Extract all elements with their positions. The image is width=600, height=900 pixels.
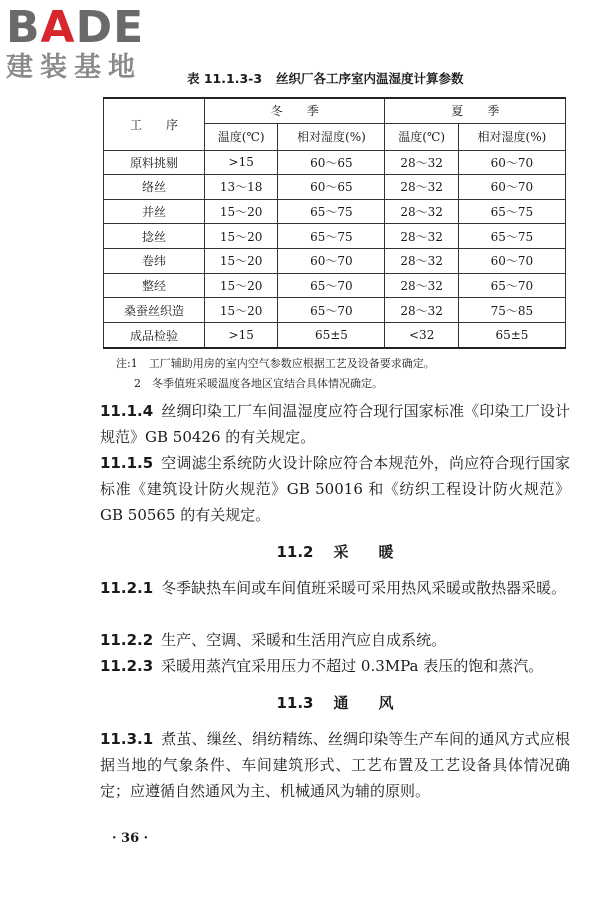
- table-row: [104, 175, 566, 200]
- clause-text: 丝绸印染工厂车间温湿度应符合现行国家标准《印染工厂设计规范》GB 50426 的有关规定。: [100, 402, 570, 446]
- table-number: 表 11.1.3-3: [187, 71, 263, 86]
- clause-number: 11.2.1: [100, 579, 154, 597]
- header-summer-humidity: 相对湿度(%): [458, 123, 565, 150]
- note-1: 注:1 工厂辅助用房的室内空气参数应根据工艺及设备要求确定。: [116, 357, 435, 370]
- cell: 28～32: [385, 199, 458, 224]
- cell: 整经: [104, 273, 205, 298]
- cell: 60～65: [278, 150, 385, 175]
- clause-text: 煮茧、缫丝、绢纺精练、丝绸印染等生产车间的通风方式应根据当地的气象条件、车间建筑形式、工艺布置及工艺设备具体情况确定；应遵循自然通风为主、机械通风为辅的原则。: [100, 730, 570, 800]
- cell: 75～85: [458, 298, 565, 323]
- cell: 65±5: [278, 323, 385, 348]
- table-notes: [116, 354, 435, 394]
- cell: 28～32: [385, 298, 458, 323]
- page-number: · 36 ·: [112, 831, 149, 846]
- cell: 65～70: [278, 298, 385, 323]
- cell: 65～70: [458, 273, 565, 298]
- cell: 28～32: [385, 273, 458, 298]
- section-heading-11-2: [100, 541, 570, 562]
- cell: 65～70: [278, 273, 385, 298]
- note-2: 2 冬季值班采暖温度各地区宜结合具体情况确定。: [134, 377, 383, 390]
- section-heading-11-3: [100, 692, 570, 713]
- table-row: [104, 323, 566, 348]
- logo-brand-sub: 建装基地: [6, 52, 142, 83]
- cell: 60～65: [278, 175, 385, 200]
- cell: 60～70: [458, 175, 565, 200]
- heading-number: 11.2: [276, 543, 314, 561]
- cell: 桑蚕丝织造: [104, 298, 205, 323]
- cell: 65～75: [278, 224, 385, 249]
- cell: 65～75: [278, 199, 385, 224]
- table-row: [104, 150, 566, 175]
- cell: 原料挑剔: [104, 150, 205, 175]
- heading-number: 11.3: [276, 694, 314, 712]
- clause-number: 11.2.2: [100, 631, 154, 649]
- clause-11-1-4: [100, 398, 570, 450]
- clause-11-3-1: [100, 726, 570, 804]
- cell: 络丝: [104, 175, 205, 200]
- cell: 15～20: [205, 249, 278, 274]
- cell: 28～32: [385, 175, 458, 200]
- table-row: [104, 273, 566, 298]
- clause-11-2-2: [100, 627, 570, 653]
- clause-number: 11.1.4: [100, 402, 154, 420]
- clause-text: 生产、空调、采暖和生活用汽应自成系统。: [161, 631, 447, 649]
- header-winter-humidity: 相对湿度(%): [278, 123, 385, 150]
- cell: 捻丝: [104, 224, 205, 249]
- clause-11-2-1: [100, 575, 570, 601]
- logo-brand-main: BADE: [6, 2, 145, 53]
- cell: >15: [205, 150, 278, 175]
- temperature-humidity-table: [103, 97, 566, 349]
- cell: 并丝: [104, 199, 205, 224]
- cell: 28～32: [385, 249, 458, 274]
- heading-title: 采 暖: [333, 543, 394, 561]
- clause-text: 采暖用蒸汽宜采用压力不超过 0.3MPa 表压的饱和蒸汽。: [161, 657, 544, 675]
- cell: 28～32: [385, 150, 458, 175]
- header-summer: 夏 季: [385, 98, 566, 123]
- table-row: [104, 224, 566, 249]
- cell: 65～75: [458, 224, 565, 249]
- site-logo: [6, 2, 181, 84]
- cell: 15～20: [205, 298, 278, 323]
- clause-number: 11.1.5: [100, 454, 154, 472]
- table-row: [104, 199, 566, 224]
- header-summer-temp: 温度(℃): [385, 123, 458, 150]
- cell: 65～75: [458, 199, 565, 224]
- table-title: 丝织厂各工序室内温湿度计算参数: [276, 71, 464, 86]
- clause-number: 11.2.3: [100, 657, 154, 675]
- cell: 13～18: [205, 175, 278, 200]
- heading-title: 通 风: [333, 694, 394, 712]
- cell: 60～70: [458, 150, 565, 175]
- cell: 28～32: [385, 224, 458, 249]
- table-caption: [187, 69, 464, 87]
- table-row: [104, 298, 566, 323]
- clause-text: 空调滤尘系统防火设计除应符合本规范外，尚应符合现行国家标准《建筑设计防火规范》GB 50016 和《纺织工程设计防火规范》GB 50565 的有关规定。: [100, 454, 570, 524]
- cell: <32: [385, 323, 458, 348]
- clause-11-2-3: [100, 653, 570, 679]
- cell: 65±5: [458, 323, 565, 348]
- header-winter: 冬 季: [205, 98, 385, 123]
- clause-11-1-5: [100, 450, 570, 528]
- clause-text: 冬季缺热车间或车间值班采暖可采用热风采暖或散热器采暖。: [161, 579, 567, 597]
- clause-number: 11.3.1: [100, 730, 154, 748]
- cell: 15～20: [205, 224, 278, 249]
- header-process: 工 序: [104, 98, 205, 150]
- header-winter-temp: 温度(℃): [205, 123, 278, 150]
- cell: 15～20: [205, 199, 278, 224]
- cell: 卷纬: [104, 249, 205, 274]
- cell: 60～70: [458, 249, 565, 274]
- cell: 成品检验: [104, 323, 205, 348]
- cell: >15: [205, 323, 278, 348]
- table-row: [104, 249, 566, 274]
- cell: 60～70: [278, 249, 385, 274]
- cell: 15～20: [205, 273, 278, 298]
